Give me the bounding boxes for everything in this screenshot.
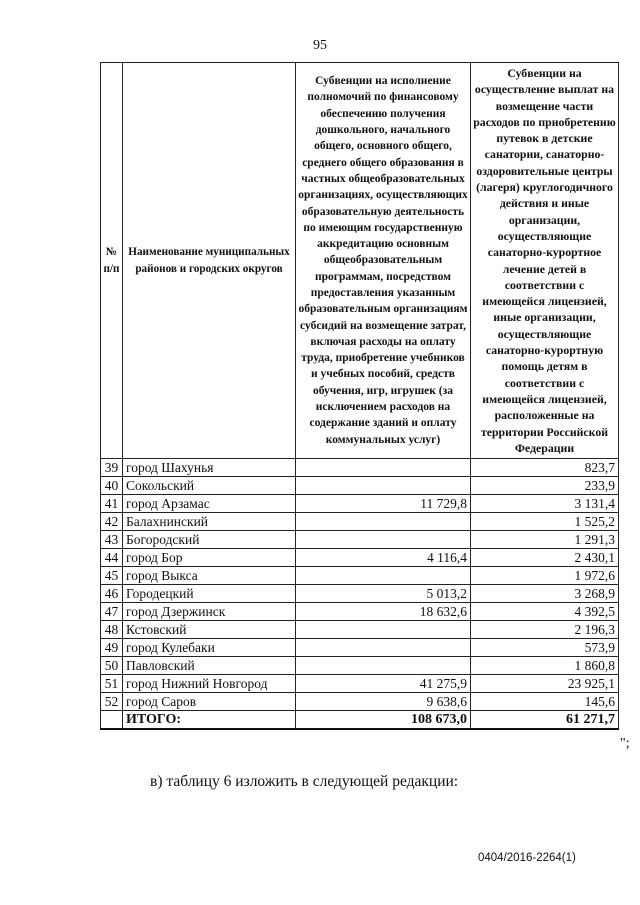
header-name: Наименование муниципальных районов и городских округов (123, 63, 296, 459)
row-value-col1: 41 275,9 (296, 675, 471, 693)
row-district-name: город Выкса (123, 567, 296, 585)
row-value-col2: 233,9 (471, 477, 619, 495)
row-value-col2: 2 430,1 (471, 549, 619, 567)
row-number: 51 (101, 675, 123, 693)
table-row (101, 567, 619, 585)
row-value-col2: 2 196,3 (471, 621, 619, 639)
row-value-col2: 573,9 (471, 639, 619, 657)
row-value-col2: 1 972,6 (471, 567, 619, 585)
table-row (101, 477, 619, 495)
table-header-row (101, 63, 619, 459)
table-row (101, 621, 619, 639)
table-row (101, 693, 619, 711)
table-row (101, 657, 619, 675)
table-row (101, 639, 619, 657)
table-row (101, 513, 619, 531)
row-number: 44 (101, 549, 123, 567)
header-col2: Субвенции на осуществление выплат на возмещение части расходов по приобретению путевок в детские санатории, санаторно-оздоровительные центры (лагеря) круглогодичного действия и иные организации, осуществляющие санаторно-курортное лечение детей в соответствии с имеющейся лицензией, иные организации, осуществляющие санаторно-курортную помощь детям в соответствии с имеющейся лицензией, расположенные на территории Российской Федерации (471, 63, 619, 459)
row-number: 43 (101, 531, 123, 549)
row-number: 47 (101, 603, 123, 621)
row-district-name: Городецкий (123, 585, 296, 603)
instruction-text: в) таблицу 6 изложить в следующей редакции: (150, 773, 459, 790)
row-district-name: Сокольский (123, 477, 296, 495)
table-body (101, 459, 619, 730)
row-value-col1: 5 013,2 (296, 585, 471, 603)
row-value-col2: 1 525,2 (471, 513, 619, 531)
row-value-col2: 1 291,3 (471, 531, 619, 549)
row-value-col1 (296, 513, 471, 531)
row-district-name: город Саров (123, 693, 296, 711)
row-district-name: город Дзержинск (123, 603, 296, 621)
row-district-name: город Шахунья (123, 459, 296, 477)
table-row (101, 549, 619, 567)
row-value-col1 (296, 477, 471, 495)
row-number: 52 (101, 693, 123, 711)
row-number: 45 (101, 567, 123, 585)
row-value-col2: 4 392,5 (471, 603, 619, 621)
page-number: 95 (313, 38, 327, 53)
row-value-col1 (296, 531, 471, 549)
table-row (101, 675, 619, 693)
table-row (101, 531, 619, 549)
row-district-name: Богородский (123, 531, 296, 549)
row-value-col1: 18 632,6 (296, 603, 471, 621)
row-number: 41 (101, 495, 123, 513)
row-number: 40 (101, 477, 123, 495)
row-value-col2: 23 925,1 (471, 675, 619, 693)
table-row (101, 603, 619, 621)
row-value-col1 (296, 621, 471, 639)
row-value-col1 (296, 657, 471, 675)
total-label: ИТОГО: (123, 711, 296, 730)
row-number: 49 (101, 639, 123, 657)
row-number: 50 (101, 657, 123, 675)
row-value-col1 (296, 459, 471, 477)
row-value-col2: 3 131,4 (471, 495, 619, 513)
header-num: № п/п (101, 63, 123, 459)
closing-quote-mark: "; (620, 736, 630, 751)
document-code: 0404/2016-2264(1) (478, 852, 576, 864)
row-value-col2: 1 860,8 (471, 657, 619, 675)
row-value-col2: 823,7 (471, 459, 619, 477)
row-number: 48 (101, 621, 123, 639)
total-number-cell (101, 711, 123, 730)
subsidy-table (100, 62, 619, 730)
table-row (101, 459, 619, 477)
row-district-name: Кстовский (123, 621, 296, 639)
row-value-col1 (296, 567, 471, 585)
table-row (101, 585, 619, 603)
row-district-name: Павловский (123, 657, 296, 675)
row-value-col1: 4 116,4 (296, 549, 471, 567)
row-district-name: Балахнинский (123, 513, 296, 531)
row-district-name: город Бор (123, 549, 296, 567)
total-value-col2: 61 271,7 (471, 711, 619, 730)
row-value-col2: 145,6 (471, 693, 619, 711)
row-value-col1: 11 729,8 (296, 495, 471, 513)
row-number: 39 (101, 459, 123, 477)
row-value-col1: 9 638,6 (296, 693, 471, 711)
row-district-name: город Кулебаки (123, 639, 296, 657)
total-row (101, 711, 619, 730)
table-row (101, 495, 619, 513)
row-number: 46 (101, 585, 123, 603)
header-col1: Субвенции на исполнение полномочий по финансовому обеспечению получения дошкольного, начального общего, основного общего, среднего общего образования в частных общеобразовательных организациях, осуществляющих образовательную деятельность по имеющим государственную аккредитацию основным общеобразовательным программам, посредством предоставления указанным образовательным организациям субсидий на возмещение затрат, включая расходы на оплату труда, приобретение учебников и учебных пособий, средств обучения, игр, игрушек (за исключением расходов на содержание зданий и оплату коммунальных услуг) (296, 63, 471, 459)
row-value-col1 (296, 639, 471, 657)
total-value-col1: 108 673,0 (296, 711, 471, 730)
row-number: 42 (101, 513, 123, 531)
row-district-name: город Нижний Новгород (123, 675, 296, 693)
row-value-col2: 3 268,9 (471, 585, 619, 603)
row-district-name: город Арзамас (123, 495, 296, 513)
